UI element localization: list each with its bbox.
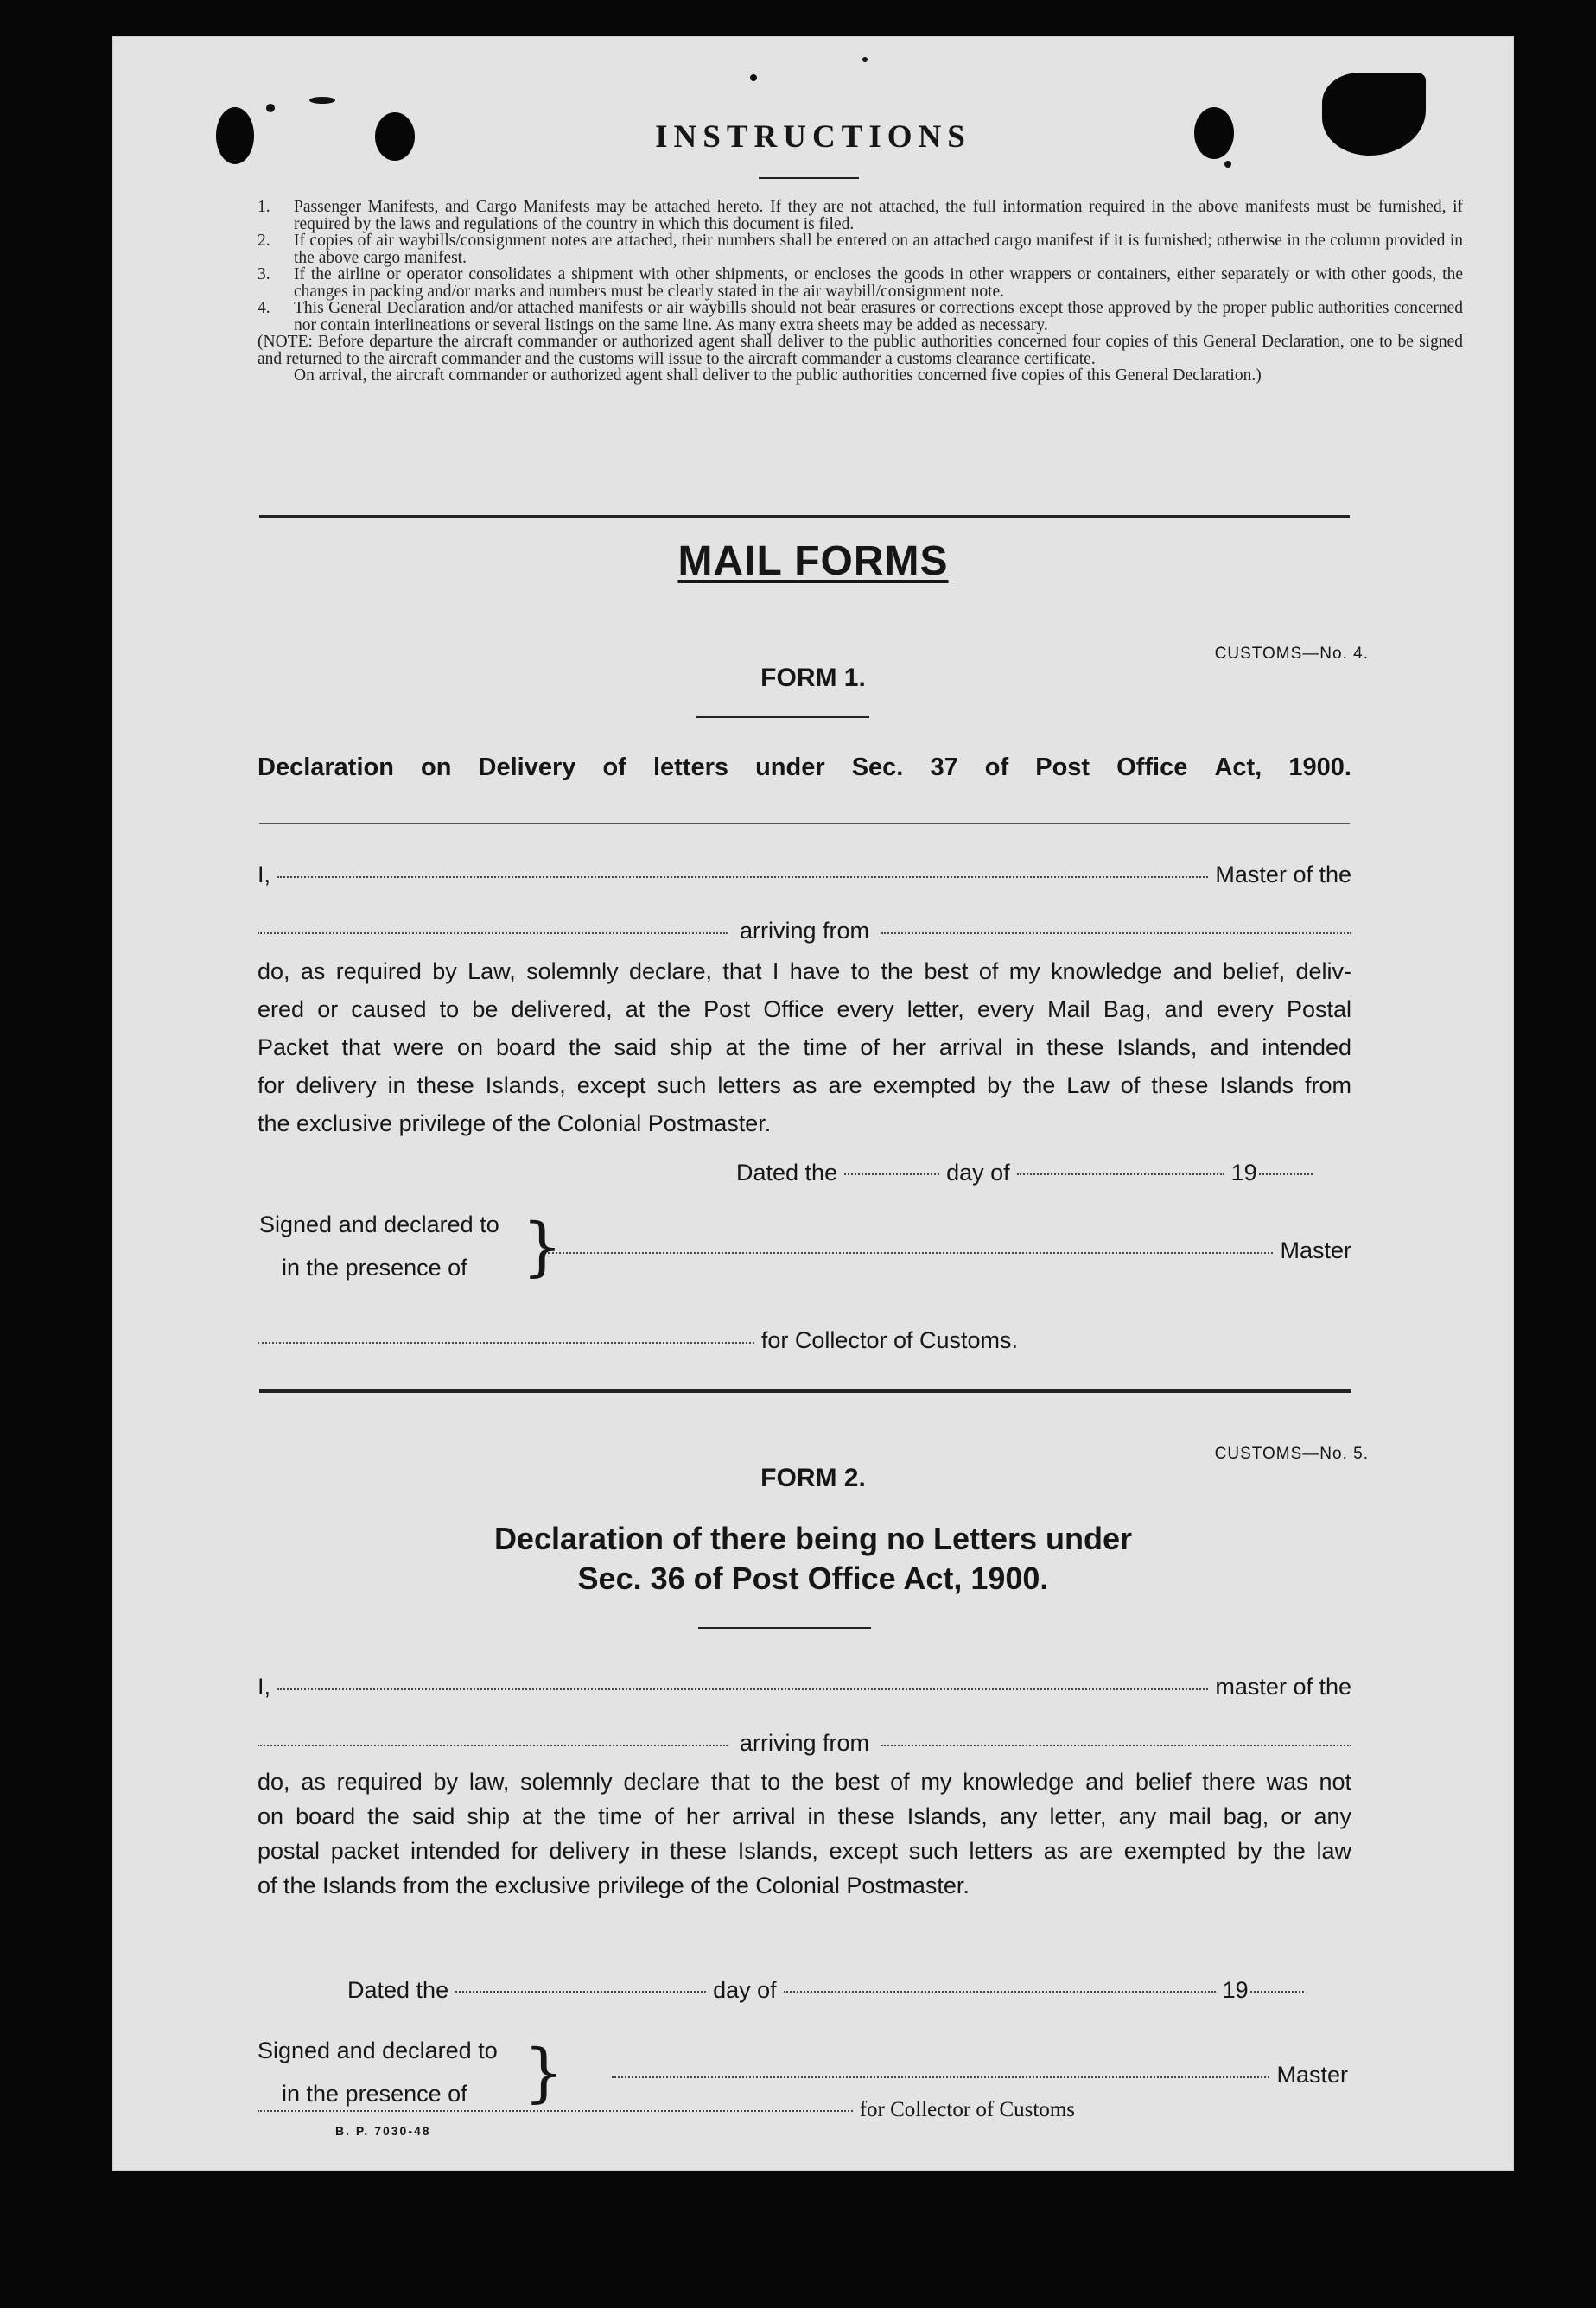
month-field[interactable] <box>784 1991 1216 1993</box>
instruction-number: 3. <box>258 265 270 283</box>
form1-title: FORM 1. <box>760 664 866 692</box>
instruction-item <box>258 300 1463 334</box>
form1-signed-label: Signed and declared to in the presence of <box>259 1211 499 1281</box>
form1-title-rule <box>696 716 869 718</box>
form2-master-line: I, master of the <box>258 1674 1351 1700</box>
form2-heading-rule <box>698 1627 871 1629</box>
instruction-note: (NOTE: Before departure the aircraft commander or authorized agent shall deliver to the public authorities concerned four copies of this General Declaration, one to be signed and returned to the aircraft commander and the customs will issue to the aircraft commander a customs clearance certificate. <box>258 333 1463 368</box>
ship-name-field[interactable] <box>258 1745 728 1746</box>
instruction-text: This General Declaration and/or attached manifests or air waybills should not bear erasures or corrections except those approved by the proper public authorities concerned nor contain interlineations or several listings on the same line. As many extra sheets may be added as necessary. <box>294 299 1463 334</box>
form2-signed-label: Signed and declared to in the presence of <box>258 2038 498 2107</box>
day-field[interactable] <box>455 1991 706 1993</box>
master-signature-field[interactable] <box>612 2076 1269 2078</box>
arriving-from-field[interactable] <box>881 1745 1351 1746</box>
collector-signature-field[interactable] <box>258 2110 853 2112</box>
form1-heading-rule <box>259 823 1350 824</box>
form1-arriving-line: arriving from <box>258 918 1351 944</box>
form2-title: FORM 2. <box>760 1464 866 1492</box>
form1-collector-line: for Collector of Customs. <box>258 1327 1018 1354</box>
print-code: B. P. 7030-48 <box>335 2124 431 2138</box>
form2-customs-number: CUSTOMS—No. 5. <box>1214 1445 1369 1463</box>
form2-body: do, as required by law, solemnly declare that to the best of my knowledge and belief there was not on board the said ship at the time of her arrival in these Islands, any letter, any mail bag, or any postal packet intended for delivery in these Islands, except such letters as are exempted by the law of the Islands from the exclusive privilege of the Colonial Postmaster. <box>258 1769 1351 1898</box>
month-field[interactable] <box>1017 1173 1224 1175</box>
master-name-field[interactable] <box>277 876 1208 878</box>
form1-master-line: I, Master of the <box>258 862 1351 887</box>
section-divider <box>259 515 1350 518</box>
ship-name-field[interactable] <box>258 932 728 934</box>
form1-customs-number: CUSTOMS—No. 4. <box>1214 645 1369 663</box>
instructions-list <box>258 199 1463 385</box>
form1-master-sign-line: Master <box>541 1237 1351 1264</box>
form2-arriving-line: arriving from <box>258 1730 1351 1757</box>
title-underline <box>759 177 859 179</box>
form2-dated-line: Dated the day of 19 <box>347 1977 1351 2004</box>
form1-body: do, as required by Law, solemnly declare, that I have to the best of my knowledge and belief, deliv- ered or caused to be delivered, at the Post Office every letter, every Mail Bag, and every Postal Packet that were on board the said ship at the time of her arrival in these Islands, and intended for delivery in these Islands, except such letters as are exempted by the Law of these Islands from the exclusive privilege of the Colonial Postmaster. <box>258 958 1351 1136</box>
instruction-item <box>258 232 1463 266</box>
instructions-title: INSTRUCTIONS <box>655 119 971 155</box>
instruction-number: 4. <box>258 299 270 317</box>
instruction-text: Passenger Manifests, and Cargo Manifests may be attached hereto. If they are not attached, the full information required in the above manifests must be furnished, if required by the laws and regulations of the country in which this document is filed. <box>294 198 1463 233</box>
form2-brace: } <box>524 2036 565 2110</box>
year-field[interactable] <box>1250 1991 1304 1993</box>
master-signature-field[interactable] <box>548 1252 1273 1254</box>
collector-signature-field[interactable] <box>258 1342 754 1344</box>
document-page <box>112 36 1514 2171</box>
instruction-number: 1. <box>258 198 270 216</box>
master-name-field[interactable] <box>277 1688 1208 1690</box>
instruction-item <box>258 266 1463 300</box>
form-divider <box>259 1389 1351 1393</box>
arriving-from-field[interactable] <box>881 932 1351 934</box>
mail-forms-title: MAIL FORMS <box>677 538 949 584</box>
form2-heading: Declaration of there being no Letters under Sec. 36 of Post Office Act, 1900. <box>493 1521 1133 1596</box>
form1-heading: Declaration on Delivery of letters under Sec. 37 of Post Office Act, 1900. <box>258 753 1351 781</box>
instruction-note-arrival: On arrival, the aircraft commander or authorized agent shall deliver to the public authorities concerned five copies of this General Declaration.) <box>294 366 1262 385</box>
instruction-item <box>258 199 1463 232</box>
instruction-number: 2. <box>258 232 270 250</box>
instruction-text: If the airline or operator consolidates a shipment with other shipments, or encloses the goods in other wrappers or containers, either separately or with other goods, the changes in packing and/or marks and numbers must be clearly stated in the air waybill/consignment note. <box>294 265 1463 301</box>
day-field[interactable] <box>844 1173 939 1175</box>
form1-dated-line: Dated the day of 19 <box>736 1160 1351 1186</box>
form1-brace: } <box>522 1210 563 1284</box>
year-field[interactable] <box>1259 1173 1313 1175</box>
form2-master-sign-line: Master <box>605 2062 1348 2089</box>
form2-collector-line: for Collector of Customs <box>258 2098 1075 2122</box>
instruction-text: If copies of air waybills/consignment notes are attached, their numbers shall be entered on an attached cargo manifest if it is furnished; otherwise in the column provided in the above cargo manifest. <box>294 232 1463 267</box>
